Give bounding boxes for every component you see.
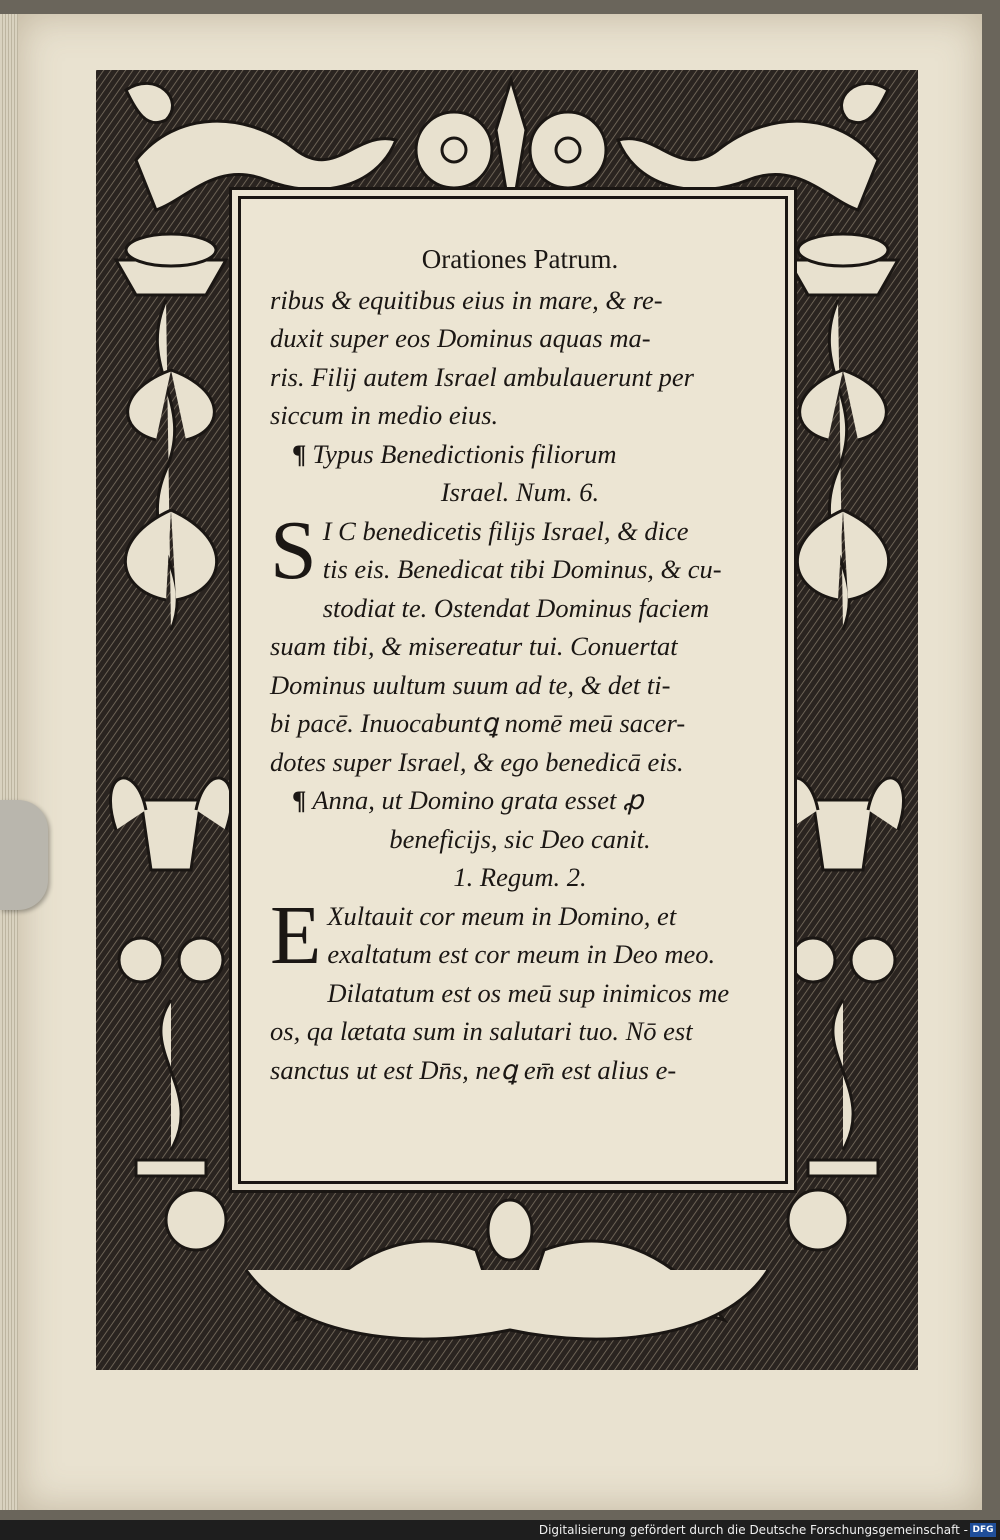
text-line: tis eis. Benedicat tibi Dominus, & cu- [322, 554, 722, 584]
text-line: siccum in medio eius. [270, 400, 499, 430]
section-heading [270, 435, 770, 474]
drop-cap-initial: E [270, 888, 322, 982]
running-header: Orationes Patrum. [421, 244, 619, 274]
text-line: I C benedicetis filijs Israel, & dice [322, 515, 689, 546]
text-line: dotes super Israel, & ego benedicā eis. [270, 746, 684, 777]
text-line: os, qa lætata sum in salutari tuo. Nō est [270, 1016, 693, 1046]
text-line: stodiat te. Ostendat Dominus faciem [322, 592, 710, 623]
text-line: ris. Filij autem Israel ambulauerunt per [270, 361, 694, 392]
pilcrow-icon: ¶ [292, 785, 307, 815]
text-line: Dominus uultum suum ad te, & det ti- [270, 669, 671, 700]
section-heading-reference: 1. Regum. 2. [453, 862, 587, 892]
text-line: suam tibi, & misereatur tui. Conuertat [270, 631, 678, 661]
text-line: ribus & equitibus eius in mare, & re- [270, 284, 663, 315]
text-line: bi pacē. Inuocabuntꝗ nomē meū sacer- [270, 708, 686, 738]
section-body [270, 888, 770, 1090]
section-heading-text: Typus Benedictionis filiorum [312, 438, 617, 469]
section-body [270, 503, 770, 782]
drop-cap-initial: S [270, 503, 317, 597]
page-clip [0, 800, 48, 910]
text-line: duxit super eos Dominus aquas ma- [270, 323, 651, 353]
text-line: Xultauit cor meum in Domino, et [327, 900, 677, 931]
section-heading-continued: beneficijs, sic Deo canit. [389, 823, 651, 854]
footer-credit: Digitalisierung gefördert durch die Deutsche Forschungsgemeinschaft - [538, 1523, 968, 1537]
text-line: Dilatatum est os meū sup inimicos me [327, 977, 730, 1008]
dfg-logo: DFG [970, 1523, 996, 1537]
section-heading-reference: Israel. Num. 6. [440, 477, 600, 507]
text-line: exaltatum est cor meum in Deo meo. [327, 939, 716, 969]
section-heading-text: Anna, ut Domino grata esset ꝓ [312, 785, 644, 815]
pilcrow-icon: ¶ [292, 438, 307, 469]
text-line: sanctus ut est Dn̄s, neꝗ em̄ est alius e- [270, 1054, 677, 1085]
digitization-footer [0, 1520, 1000, 1540]
page-text [270, 240, 770, 1089]
section-heading [270, 781, 770, 820]
